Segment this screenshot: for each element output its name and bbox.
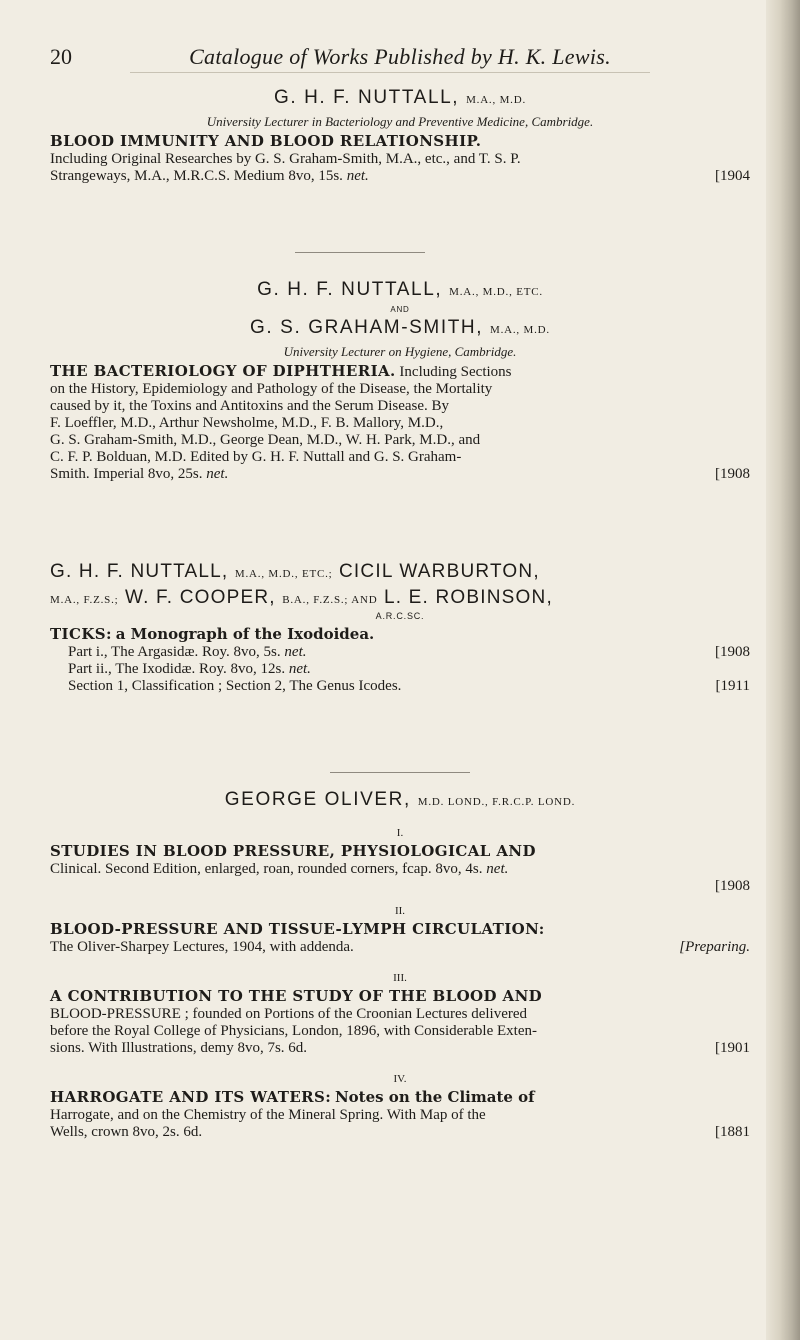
book-title: BLOOD-PRESSURE AND TISSUE-LYMPH CIRCULATION: <box>50 920 545 938</box>
author-degrees: M.A., M.D., ETC. <box>449 286 543 298</box>
book-description-line: Harrogate, and on the Chemistry of the Mineral Spring. With Map of the <box>50 1107 486 1123</box>
part-line: Part ii., The Ixodidæ. Roy. 8vo, 12s. net. <box>68 661 311 677</box>
work-numeral: II. <box>394 905 406 917</box>
work-numeral: I. <box>396 827 404 839</box>
entry-oliver-works <box>50 788 750 1140</box>
header-rule <box>130 72 650 73</box>
author-line <box>50 586 750 612</box>
author-name: CICIL WARBURTON, <box>339 561 540 582</box>
and-connector: AND <box>390 305 410 314</box>
book-title: HARROGATE AND ITS WATERS: <box>50 1088 332 1106</box>
author-name: G. H. F. NUTTALL, <box>257 279 443 300</box>
book-title-line <box>50 626 750 643</box>
publication-status: [Preparing. <box>679 939 750 955</box>
publication-year: [1908 <box>715 878 750 894</box>
entry-nuttall-blood-immunity <box>50 86 750 184</box>
book-description-line: Wells, crown 8vo, 2s. 6d. [1881 <box>50 1124 750 1140</box>
author-degrees: M.A., F.Z.S.; <box>50 594 119 606</box>
part-line: Section 1, Classification ; Section 2, The Genus Icodes. [1911 <box>68 678 750 694</box>
author-affiliation: University Lecturer on Hygiene, Cambridge. <box>283 344 517 359</box>
book-title: THE BACTERIOLOGY OF DIPHTHERIA. <box>50 362 396 380</box>
book-title-line <box>50 133 750 150</box>
publication-year: [1881 <box>715 1124 750 1140</box>
author-degrees: M.D. LOND., F.R.C.P. LOND. <box>417 796 576 808</box>
page-header <box>50 40 750 80</box>
author-line <box>50 316 750 342</box>
publication-year: [1901 <box>715 1040 750 1056</box>
book-description-line <box>50 878 750 894</box>
book-title-line <box>50 988 750 1005</box>
title-continuation: Including Sections <box>399 364 512 380</box>
book-description-line: Including Original Researches by G. S. Graham-Smith, M.A., etc., and T. S. P. <box>50 151 521 167</box>
book-description-line: before the Royal College of Physicians, London, 1896, with Considerable Exten- <box>50 1023 537 1039</box>
author-line <box>50 788 750 814</box>
author-name: G. H. F. NUTTALL, <box>50 561 229 582</box>
title-continuation: a Monograph of the Ixodoidea. <box>115 625 375 643</box>
publication-year: [1911 <box>715 678 750 694</box>
book-title: STUDIES IN BLOOD PRESSURE, PHYSIOLOGICAL AND <box>50 842 536 860</box>
author-degrees: M.A., M.D., ETC.; <box>234 568 333 580</box>
book-title-line <box>50 1089 750 1106</box>
net-label: net. <box>486 861 509 877</box>
book-title: A CONTRIBUTION TO THE STUDY OF THE BLOOD AND <box>50 987 543 1005</box>
author-name: G. H. F. NUTTALL, <box>273 87 460 108</box>
net-label: net. <box>346 168 369 184</box>
book-title-line <box>50 843 750 860</box>
net-label: net. <box>284 644 307 660</box>
page-edge-shadow <box>766 0 800 1340</box>
section-divider <box>295 252 425 253</box>
entry-bacteriology-diphtheria <box>50 278 750 482</box>
part-line: Part i., The Argasidæ. Roy. 8vo, 5s. net. [1908 <box>68 644 750 660</box>
publication-year: [1908 <box>715 466 750 482</box>
net-label: net. <box>288 661 311 677</box>
author-line <box>50 86 750 112</box>
author-name: W. F. COOPER, <box>125 587 276 608</box>
book-description-line: Strangeways, M.A., M.R.C.S. Medium 8vo, 15s. net. [1904 <box>50 168 750 184</box>
section-divider <box>330 772 470 773</box>
book-description-line: Smith. Imperial 8vo, 25s. net. [1908 <box>50 466 750 482</box>
publication-year: [1904 <box>715 168 750 184</box>
running-head: Catalogue of Works Published by H. K. Lewis. <box>189 44 611 69</box>
author-name: L. E. ROBINSON, <box>383 587 553 608</box>
book-description-line: Clinical. Second Edition, enlarged, roan, rounded corners, fcap. 8vo, 4s. net. <box>50 861 509 877</box>
book-description-line: F. Loeffler, M.D., Arthur Newsholme, M.D., F. B. Mallory, M.D., <box>50 415 444 431</box>
work-numeral: III. <box>393 972 407 984</box>
book-description-line: G. S. Graham-Smith, M.D., George Dean, M.D., W. H. Park, M.D., and <box>50 432 481 448</box>
author-name: GEORGE OLIVER, <box>224 789 411 810</box>
book-description-line: The Oliver-Sharpey Lectures, 1904, with addenda. [Preparing. <box>50 939 750 955</box>
author-degrees: A.R.C.SC. <box>375 611 425 621</box>
book-description-line: BLOOD-PRESSURE ; founded on Portions of the Croonian Lectures delivered <box>50 1006 528 1022</box>
author-name: G. S. GRAHAM-SMITH, <box>250 317 484 338</box>
book-description-line: on the History, Epidemiology and Pathology of the Disease, the Mortality <box>50 381 493 397</box>
book-description-line: caused by it, the Toxins and Antitoxins and the Serum Disease. By <box>50 398 450 414</box>
book-title: BLOOD IMMUNITY AND BLOOD RELATIONSHIP. <box>50 132 482 150</box>
entry-ticks-monograph <box>50 560 750 694</box>
work-numeral: IV. <box>393 1073 407 1085</box>
net-label: net. <box>206 466 229 482</box>
author-degrees: M.A., M.D. <box>490 324 550 336</box>
page-number: 20 <box>50 44 72 69</box>
book-title-line <box>50 921 750 938</box>
book-description-line: C. F. P. Bolduan, M.D. Edited by G. H. F. Nuttall and G. S. Graham- <box>50 449 462 465</box>
author-line <box>50 560 750 586</box>
author-line <box>50 278 750 304</box>
book-title-line <box>50 363 750 380</box>
author-affiliation: University Lecturer in Bacteriology and Preventive Medicine, Cambridge. <box>206 114 594 129</box>
book-title: TICKS: <box>50 625 112 643</box>
author-degrees: M.A., M.D. <box>466 94 527 106</box>
book-description-line: sions. With Illustrations, demy 8vo, 7s. 6d. [1901 <box>50 1040 750 1056</box>
title-continuation: Notes on the Climate of <box>334 1088 535 1106</box>
publication-year: [1908 <box>715 644 750 660</box>
author-degrees: B.A., F.Z.S.; AND <box>282 594 378 606</box>
